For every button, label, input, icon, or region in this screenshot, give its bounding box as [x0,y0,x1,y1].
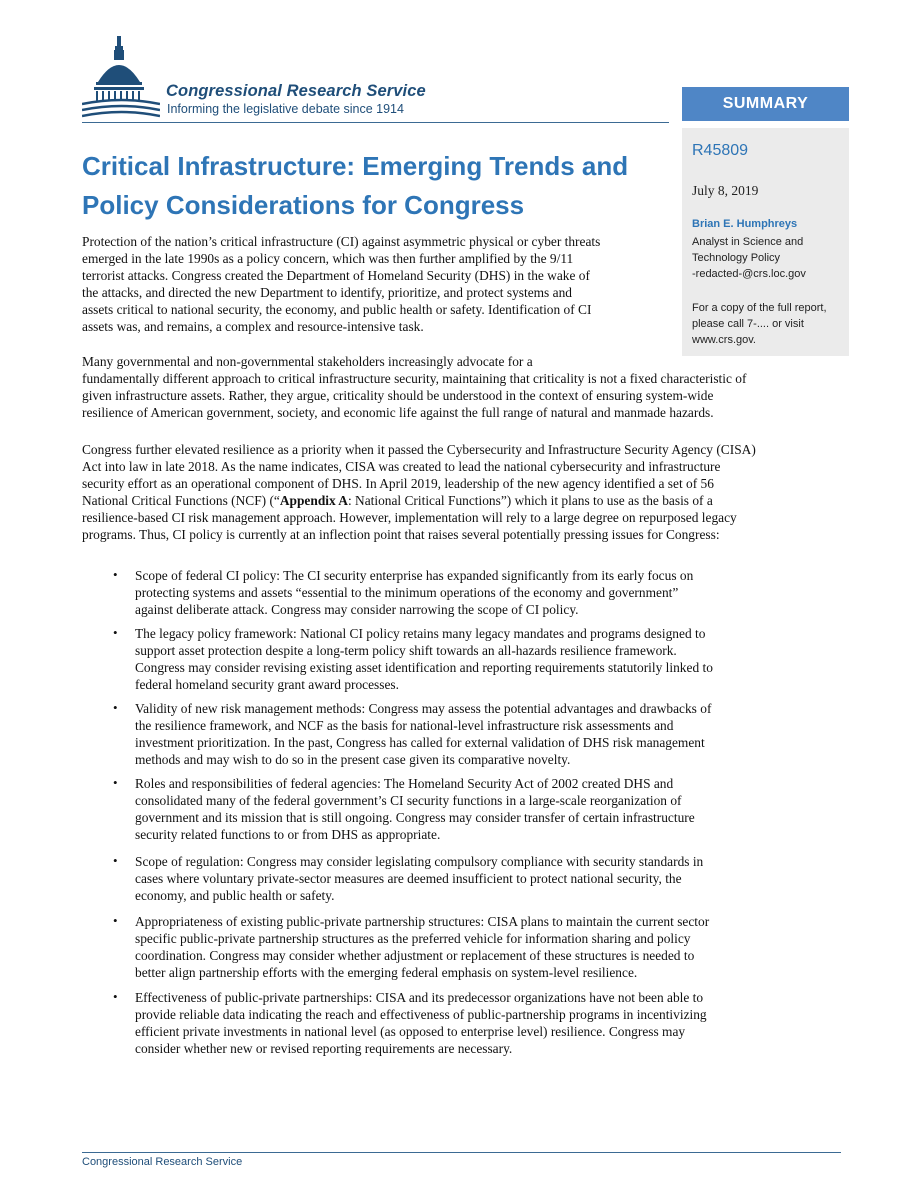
bullet-4-line: security related functions to or from DHS as appropriate. [135,827,441,842]
summary-banner: SUMMARY [682,87,849,121]
bullet-6-line: specific public-private partnership structures as the preferred vehicle for information sharing and policy [135,931,691,946]
bullet-marker: • [113,989,118,1004]
copy-note-link[interactable]: www.crs.gov. [692,334,756,346]
author-title-line2: Technology Policy [692,252,781,264]
bullet-1-line: protecting systems and assets “essential to the minimum operations of the economy and government” [135,585,679,600]
copy-note-line1: For a copy of the full report, [692,302,827,314]
paragraph-1-line: assets critical to national security, the economy, and public health or safety. Identification of CI [82,302,592,317]
paragraph-2-line: given infrastructure assets. Rather, they argue, criticality should be understood in the context of ensuring system-wide [82,388,714,403]
crs-capitol-logo [82,34,160,120]
paragraph-3-line: resilience-based CI risk management approach. However, implementation will rely to a large degree on repurposed legacy [82,510,737,525]
paragraph-3-text: National Critical Functions (NCF) (“ [82,493,280,508]
report-title-line2: Policy Considerations for Congress [82,190,525,220]
bullet-7-line: provide reliable data indicating the reach and effectiveness of public-partnership programs in incentivizing [135,1007,707,1022]
footer-divider [82,1152,841,1153]
paragraph-1-line: the attacks, and directed the new Department to identify, prioritize, and protect systems and [82,285,572,300]
paragraph-2-line: resilience of American government, society, and economic life against the full range of natural and manmade hazards. [82,405,714,420]
paragraph-2-line: fundamentally different approach to critical infrastructure security, maintaining that criticality is not a fixed characteristic of [82,371,747,386]
copy-note-line2: please call 7-.... or visit [692,318,804,330]
bullet-marker: • [113,567,118,582]
bullet-6-line: Appropriateness of existing public-private partnership structures: CISA plans to maintain the current sector [135,914,710,929]
paragraph-3-text: : National Critical Functions”) which it plans to use as the basis of a [347,493,713,508]
paragraph-1-line: Protection of the nation’s critical infrastructure (CI) against asymmetric physical or cyber threats [82,234,601,249]
bullet-3-line: Validity of new risk management methods: Congress may assess the potential advantages and drawbacks of [135,701,712,716]
bullet-7-line: Effectiveness of public-private partnerships: CISA and its predecessor organizations have not been able to [135,990,704,1005]
appendix-a-reference[interactable]: Appendix A [279,493,348,508]
paragraph-3-line: Act into law in late 2018. As the name indicates, CISA was created to lead the national cybersecurity and infrastructure [82,459,721,474]
bullet-5-line: economy, and public health or safety. [135,888,335,903]
bullet-5-line: Scope of regulation: Congress may consider legislating compulsory compliance with security standards in [135,854,704,869]
bullet-6-line: better align partnership efforts with the emerging federal emphasis on system-level resilience. [135,965,638,980]
paragraph-3-line: programs. Thus, CI policy is currently at an inflection point that raises several potentially pressing issues for Congress: [82,527,720,542]
bullet-marker: • [113,700,118,715]
paragraph-1-line: assets was, and remains, a complex and resource-intensive task. [82,319,424,334]
paragraph-2-line: Many governmental and non-governmental stakeholders increasingly advocate for a [82,354,533,369]
report-number: R45809 [692,142,749,159]
header-divider [82,122,669,123]
bullet-3-line: the resilience framework, and NCF as the basis for national-level infrastructure risk assessments and [135,718,674,733]
author-email: -redacted-@crs.loc.gov [692,268,806,280]
bullet-4-line: government and its mission that is still ongoing. Congress may consider transfer of certain infrastructure [135,810,695,825]
report-title-line1: Critical Infrastructure: Emerging Trends and [82,151,629,181]
bullet-6-line: coordination. Congress may consider whether adjustment or replacement of these structures is needed to [135,948,695,963]
footer-org-name: Congressional Research Service [82,1156,243,1168]
bullet-2-line: support asset protection despite a long-term policy shift towards an all-hazards resilience framework. [135,643,677,658]
bullet-7-line: consider whether new or revised reporting requirements are necessary. [135,1041,513,1056]
paragraph-3-line: Congress further elevated resilience as a priority when it passed the Cybersecurity and Infrastructure Security Agency (CISA) [82,442,756,457]
bullet-2-line: federal homeland security grant award processes. [135,677,399,692]
paragraph-1-line: emerged in the late 1990s as a policy concern, which was then further amplified by the 9/11 [82,251,574,266]
bullet-3-line: methods and may wish to do so in the present case given its comparative novelty. [135,752,571,767]
bullet-1-line: against deliberate attack. Congress may consider narrowing the scope of CI policy. [135,602,579,617]
bullet-4-line: Roles and responsibilities of federal agencies: The Homeland Security Act of 2002 created DHS and [135,776,674,791]
bullet-3-line: investment prioritization. In the past, Congress has called for external validation of DHS risk management [135,735,705,750]
bullet-1-line: Scope of federal CI policy: The CI security enterprise has expanded significantly from its early focus on [135,568,694,583]
author-name: Brian E. Humphreys [692,218,798,230]
bullet-2-line: Congress may consider revising existing asset identification and reporting requirements statutorily linked to [135,660,713,675]
report-date: July 8, 2019 [692,183,759,198]
org-name: Congressional Research Service [166,82,426,100]
paragraph-1-line: terrorist attacks. Congress created the Department of Homeland Security (DHS) in the wake of [82,268,590,283]
bullet-2-line: The legacy policy framework: National CI policy retains many legacy mandates and programs designed to [135,626,706,641]
bullet-marker: • [113,853,118,868]
bullet-7-line: efficient private investments in national level (as opposed to enterprise level) resilience. Congress may [135,1024,686,1039]
bullet-marker: • [113,625,118,640]
bullet-4-line: consolidated many of the federal government’s CI security functions in a large-scale reorganization of [135,793,682,808]
bullet-5-line: cases where voluntary private-sector measures are deemed insufficient to protect national security, the [135,871,682,886]
bullet-marker: • [113,913,118,928]
org-tagline: Informing the legislative debate since 1914 [167,102,404,116]
author-title-line1: Analyst in Science and [692,236,804,248]
paragraph-3-line-appendix [82,492,713,509]
bullet-marker: • [113,775,118,790]
paragraph-3-line: security effort as an operational component of DHS. In April 2019, leadership of the new agency identified a set of 56 [82,476,714,491]
